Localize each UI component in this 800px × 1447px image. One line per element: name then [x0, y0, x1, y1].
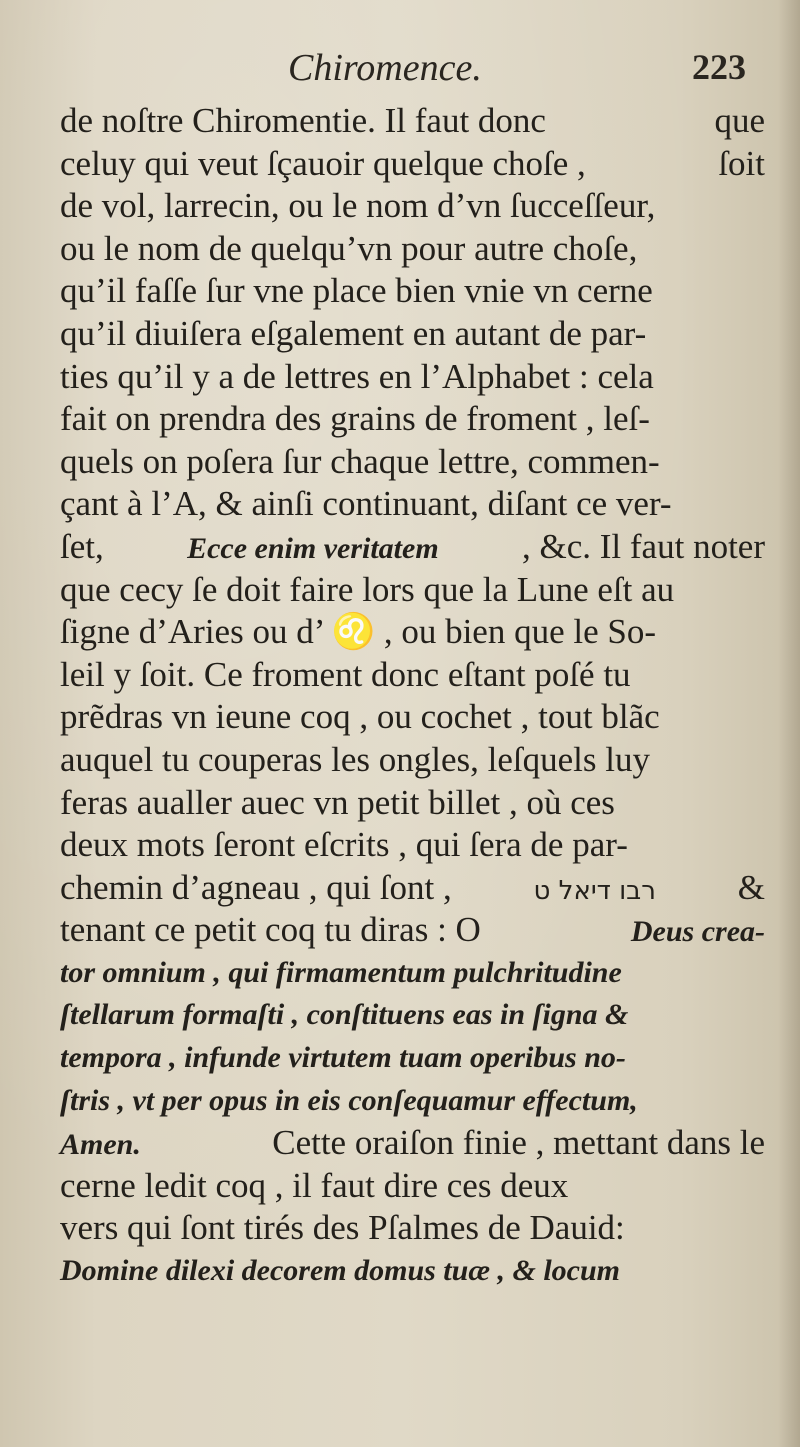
text-segment: ſigne d’Aries ou d’ ♌ , ou bien que le So-: [60, 612, 657, 652]
running-title: Chiromence.: [288, 47, 482, 89]
text-line: [60, 1037, 765, 1080]
text-line: [60, 1207, 765, 1250]
text-segment: tenant ce petit coq tu diras : O: [60, 910, 481, 950]
text-segment: qu’il faſſe ſur vne place bien vnie vn cerne: [60, 271, 653, 311]
text-line: [60, 782, 765, 825]
text-segment: ou le nom de quelqu’vn pour autre choſe,: [60, 228, 638, 268]
text-line: [60, 270, 765, 313]
text-segment: ſoit: [718, 143, 765, 183]
text-segment: ſet,: [60, 526, 104, 566]
text-line: [60, 100, 765, 143]
text-segment: chemin d’agneau , qui ſont ,: [60, 867, 452, 907]
text-segment: que cecy ſe doit faire lors que la Lune eſt au: [60, 569, 675, 609]
text-segment: leil y ſoit. Ce froment donc eſtant poſé tu: [60, 654, 631, 694]
italic-text: Amen.: [60, 1128, 141, 1162]
text-line: [60, 739, 765, 782]
text-line: [60, 228, 765, 271]
hebrew-text: רבו דיאל ט: [533, 875, 656, 906]
italic-text: Deus crea-: [630, 915, 765, 949]
text-segment: cerne ledit coq , il faut dire ces deux: [60, 1165, 569, 1205]
text-segment: Cette oraiſon finie , mettant dans le: [272, 1123, 765, 1163]
text-segment: ties qu’il y a de lettres en l’Alphabet : cela: [60, 356, 654, 396]
text-segment: feras aualler auec vn petit billet , où ces: [60, 782, 615, 822]
text-segment: çant à l’A, & ainſi continuant, diſant ce ver-: [60, 484, 672, 524]
text-line: [60, 185, 765, 228]
text-line: [60, 611, 765, 654]
text-segment: qu’il diuiſera eſgalement en autant de par-: [60, 313, 647, 353]
italic-text: ſtellarum formaſti , conſtituens eas in ſigna &: [60, 998, 629, 1032]
text-segment: , &c. Il faut noter: [522, 526, 765, 566]
text-line: [60, 143, 765, 186]
text-line: [60, 952, 765, 995]
text-line: [60, 313, 765, 356]
text-segment: quels on poſera ſur chaque lettre, commen-: [60, 441, 660, 481]
page-header: [0, 38, 800, 98]
page-edge-shadow: [778, 0, 800, 1447]
text-line: [60, 1122, 765, 1165]
text-line: [60, 441, 765, 484]
text-line: [60, 1250, 765, 1293]
text-segment: de noſtre Chiromentie. Il faut donc: [60, 101, 546, 140]
text-line: [60, 569, 765, 612]
text-line: [60, 398, 765, 441]
text-line: [60, 1080, 765, 1123]
text-segment: deux mots ſeront eſcrits , qui ſera de par-: [60, 825, 628, 865]
text-line: [60, 483, 765, 526]
text-segment: que: [714, 101, 765, 140]
text-line: [60, 696, 765, 739]
italic-text: Ecce enim veritatem: [187, 531, 439, 565]
text-line: [60, 867, 765, 910]
text-line: [60, 1165, 765, 1208]
text-segment: auquel tu couperas les ongles, leſquels luy: [60, 739, 650, 779]
text-line: [60, 654, 765, 697]
page-number: 223: [692, 47, 746, 87]
italic-text: Domine dilexi decorem domus tuæ , & locum: [60, 1254, 620, 1288]
text-line: [60, 994, 765, 1037]
text-line: [60, 526, 765, 569]
text-segment: celuy qui veut ſçauoir quelque choſe ,: [60, 143, 586, 183]
text-segment: fait on prendra des grains de froment , leſ-: [60, 399, 650, 439]
text-line: [60, 824, 765, 867]
italic-text: tempora , infunde virtutem tuam operibus no-: [60, 1041, 626, 1075]
text-line: [60, 909, 765, 952]
text-line: [60, 356, 765, 399]
body-text: [60, 100, 765, 1293]
text-segment: prẽdras vn ieune coq , ou cochet , tout blãc: [60, 697, 660, 737]
text-segment: &: [737, 867, 765, 907]
italic-text: tor omnium , qui firmamentum pulchritudine: [60, 955, 622, 989]
text-segment: vers qui ſont tirés des Pſalmes de Dauid:: [60, 1208, 625, 1248]
italic-text: ſtris , vt per opus in eis conſequamur effectum,: [60, 1083, 638, 1117]
text-segment: de vol, larrecin, ou le nom d’vn ſucceſſeur,: [60, 186, 656, 226]
